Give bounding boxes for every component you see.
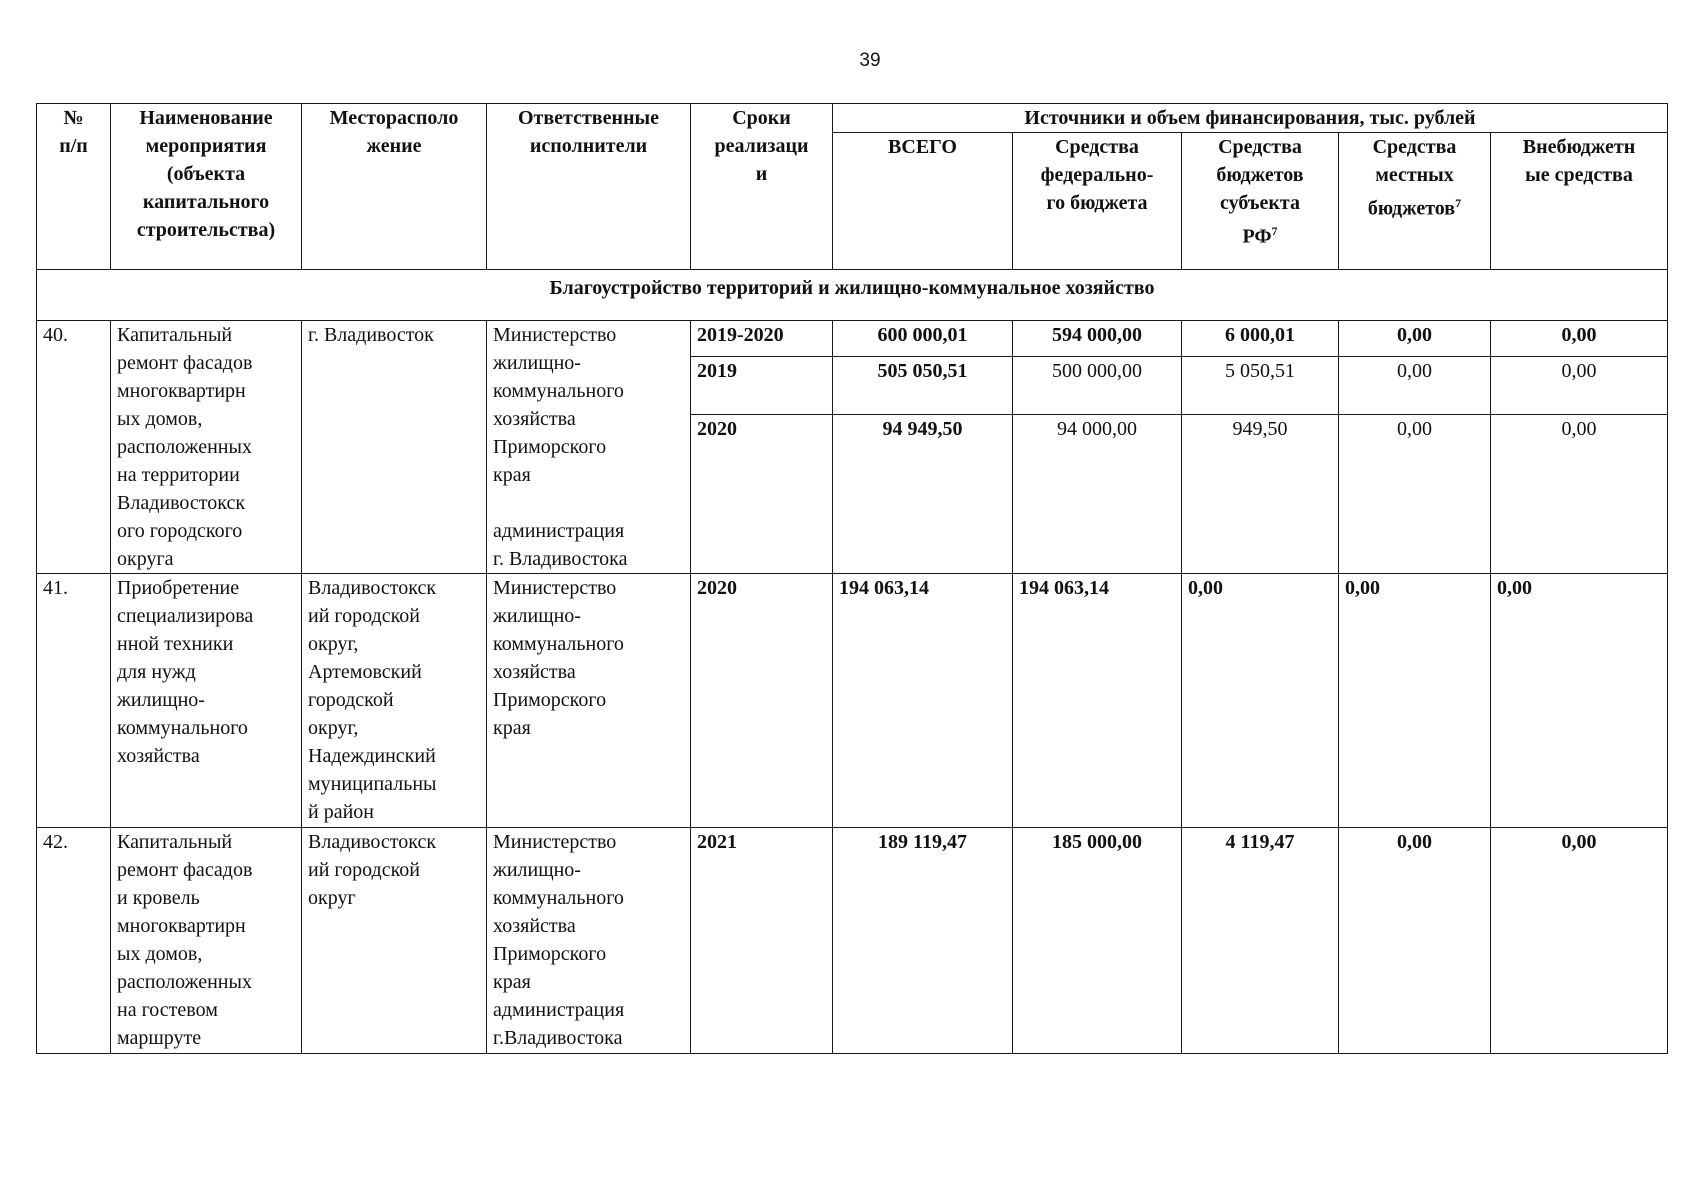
period-local: 0,00 bbox=[1339, 321, 1491, 357]
row-year: 2020 bbox=[691, 574, 833, 828]
period-local: 0,00 bbox=[1339, 356, 1491, 414]
period-subject: 6 000,01 bbox=[1182, 321, 1339, 357]
period-federal: 594 000,00 bbox=[1013, 321, 1182, 357]
header-total: ВСЕГО bbox=[833, 133, 1013, 270]
period-extra: 0,00 bbox=[1491, 414, 1668, 573]
header-subject-cell bbox=[1182, 133, 1339, 270]
header-responsible: Ответственные исполнители bbox=[487, 104, 691, 270]
funding-table bbox=[36, 103, 1668, 1054]
row-total: 194 063,14 bbox=[833, 574, 1013, 828]
period-year: 2019-2020 bbox=[691, 321, 833, 357]
row-name: Капитальный ремонт фасадов многоквартирн ых домов, расположенных на территории Владивостокск ого городского округа bbox=[111, 321, 302, 574]
period-total: 505 050,51 bbox=[833, 356, 1013, 414]
header-extra: Внебюджетн ые средства bbox=[1491, 133, 1668, 270]
row-extra: 0,00 bbox=[1491, 828, 1668, 1054]
row-name: Приобретение специализирова нной техники для нужд жилищно- коммунального хозяйства bbox=[111, 574, 302, 828]
row-number: 40. bbox=[37, 321, 111, 574]
period-year: 2020 bbox=[691, 414, 833, 573]
period-federal: 94 000,00 bbox=[1013, 414, 1182, 573]
row-name: Капитальный ремонт фасадов и кровель многоквартирн ых домов, расположенных на гостевом маршруте bbox=[111, 828, 302, 1054]
period-extra: 0,00 bbox=[1491, 356, 1668, 414]
period-local: 0,00 bbox=[1339, 414, 1491, 573]
row-total: 189 119,47 bbox=[833, 828, 1013, 1054]
row-responsible: Министерство жилищно- коммунального хозяйства Приморского края администрация г. Владивостока bbox=[487, 321, 691, 574]
row-location: Владивостокск ий городской округ bbox=[302, 828, 487, 1054]
row-federal: 185 000,00 bbox=[1013, 828, 1182, 1054]
row-number: 42. bbox=[37, 828, 111, 1054]
section-row bbox=[37, 270, 1668, 321]
row-local: 0,00 bbox=[1339, 828, 1491, 1054]
table-row bbox=[37, 828, 1668, 1054]
row-responsible: Министерство жилищно- коммунального хозяйства Приморского края администрация г.Владивостока bbox=[487, 828, 691, 1054]
header-federal: Средства федерально- го бюджета bbox=[1013, 133, 1182, 270]
row-federal: 194 063,14 bbox=[1013, 574, 1182, 828]
footnote-mark: 7 bbox=[1271, 224, 1278, 238]
page-number: 39 bbox=[859, 50, 881, 71]
row-subject: 4 119,47 bbox=[1182, 828, 1339, 1054]
period-subject: 5 050,51 bbox=[1182, 356, 1339, 414]
period-federal: 500 000,00 bbox=[1013, 356, 1182, 414]
row-number: 41. bbox=[37, 574, 111, 828]
row-responsible: Министерство жилищно- коммунального хозяйства Приморского края bbox=[487, 574, 691, 828]
period-subject: 949,50 bbox=[1182, 414, 1339, 573]
footnote-mark: 7 bbox=[1455, 196, 1462, 210]
row-location: г. Владивосток bbox=[302, 321, 487, 574]
table-row bbox=[37, 574, 1668, 828]
header-subject: Средства бюджетов субъекта РФ bbox=[1216, 136, 1304, 248]
row-subject: 0,00 bbox=[1182, 574, 1339, 828]
header-row-1 bbox=[37, 104, 1668, 133]
section-title: Благоустройство территорий и жилищно-коммунальное хозяйство bbox=[37, 270, 1668, 321]
period-total: 600 000,01 bbox=[833, 321, 1013, 357]
header-funding-group: Источники и объем финансирования, тыс. рублей bbox=[833, 104, 1668, 133]
header-number: № п/п bbox=[37, 104, 111, 270]
period-extra: 0,00 bbox=[1491, 321, 1668, 357]
header-name: Наименование мероприятия (объекта капитального строительства) bbox=[111, 104, 302, 270]
header-terms: Сроки реализаци и bbox=[691, 104, 833, 270]
header-local-cell bbox=[1339, 133, 1491, 270]
row-location: Владивостокск ий городской округ, Артемовский городской округ, Надеждинский муниципальны й район bbox=[302, 574, 487, 828]
period-total: 94 949,50 bbox=[833, 414, 1013, 573]
header-location: Месторасполо жение bbox=[302, 104, 487, 270]
row-year: 2021 bbox=[691, 828, 833, 1054]
period-year: 2019 bbox=[691, 356, 833, 414]
table-row bbox=[37, 321, 1668, 357]
header-local: Средства местных бюджетов bbox=[1367, 136, 1457, 220]
row-local: 0,00 bbox=[1339, 574, 1491, 828]
row-extra: 0,00 bbox=[1491, 574, 1668, 828]
